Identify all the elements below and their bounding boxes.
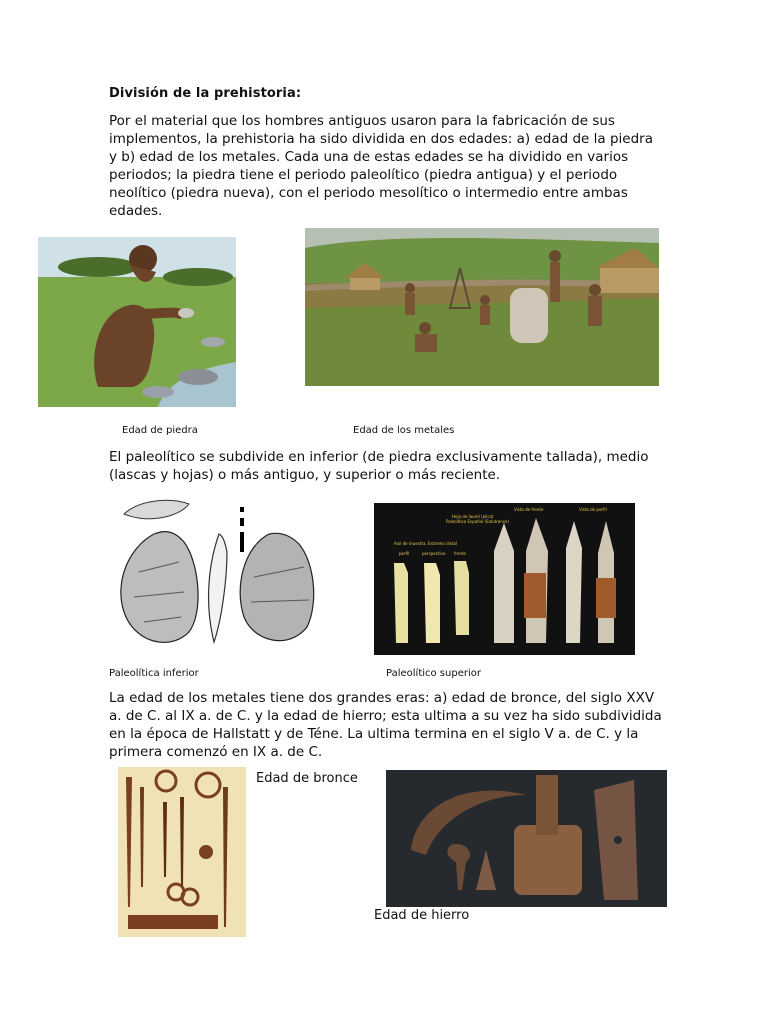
label-vista-perfil: Vista de perfil xyxy=(579,507,607,512)
caption-metal-age: Edad de los metales xyxy=(353,425,455,436)
label-perfil: perfil xyxy=(399,551,410,556)
caption-bronze-age: Edad de bronce xyxy=(256,771,358,786)
iron-age-image xyxy=(386,770,667,907)
caption-lower-paleolithic: Paleolítica inferior xyxy=(109,668,199,679)
bronze-age-image xyxy=(118,767,246,937)
upper-paleolithic-image xyxy=(374,503,635,655)
page-heading: División de la prehistoria: xyxy=(109,86,302,101)
stone-age-image xyxy=(38,237,236,407)
label-vista-frente: Vista de frente xyxy=(514,507,544,512)
caption-iron-age: Edad de hierro xyxy=(374,908,470,923)
paragraph-intro: Por el material que los hombres antiguos usaron para la fabricación de sus implementos, la prehistoria ha sido dividida en dos edades: a) edad de la piedra y b) edad de los metales. Cada una de estas edades se ha dividido en varios periodos; la piedra tiene el periodo paleolítico (piedra antigua) y el periodo neolítico (piedra nueva), con el periodo mesolítico o intermedio entre ambas edades. xyxy=(109,113,653,219)
paragraph-paleolithic: El paleolítico se subdivide en inferior (de piedra exclusivamente tallada), medio (lascas y hojas) o más antiguo, y superior o más reciente. xyxy=(109,449,649,483)
paragraph-metal-ages: La edad de los metales tiene dos grandes eras: a) edad de bronce, del siglo XXV a. de C. al IX a. de C. y la edad de hierro; esta ultima a su vez ha sido subdividida en la época de Hallstatt y de Téne. La ultima termina en el siglo V a. de C. y la primera comenzó en IX a. de C. xyxy=(109,690,662,760)
caption-upper-paleolithic: Paleolítico superior xyxy=(386,668,481,679)
label-solutrense: Paleolítico Español (Solutrense) xyxy=(446,519,509,524)
label-axil-muestra: Axil de muestra. Extremo distal xyxy=(394,541,458,546)
label-perspectiva: perspectiva xyxy=(422,551,446,556)
lower-paleolithic-image xyxy=(109,492,322,654)
label-frente: frente xyxy=(454,551,466,556)
metal-age-image xyxy=(305,228,659,386)
label-hoja-laurel: Hoja de laurel (plica) xyxy=(452,514,494,519)
caption-stone-age: Edad de piedra xyxy=(122,425,198,436)
